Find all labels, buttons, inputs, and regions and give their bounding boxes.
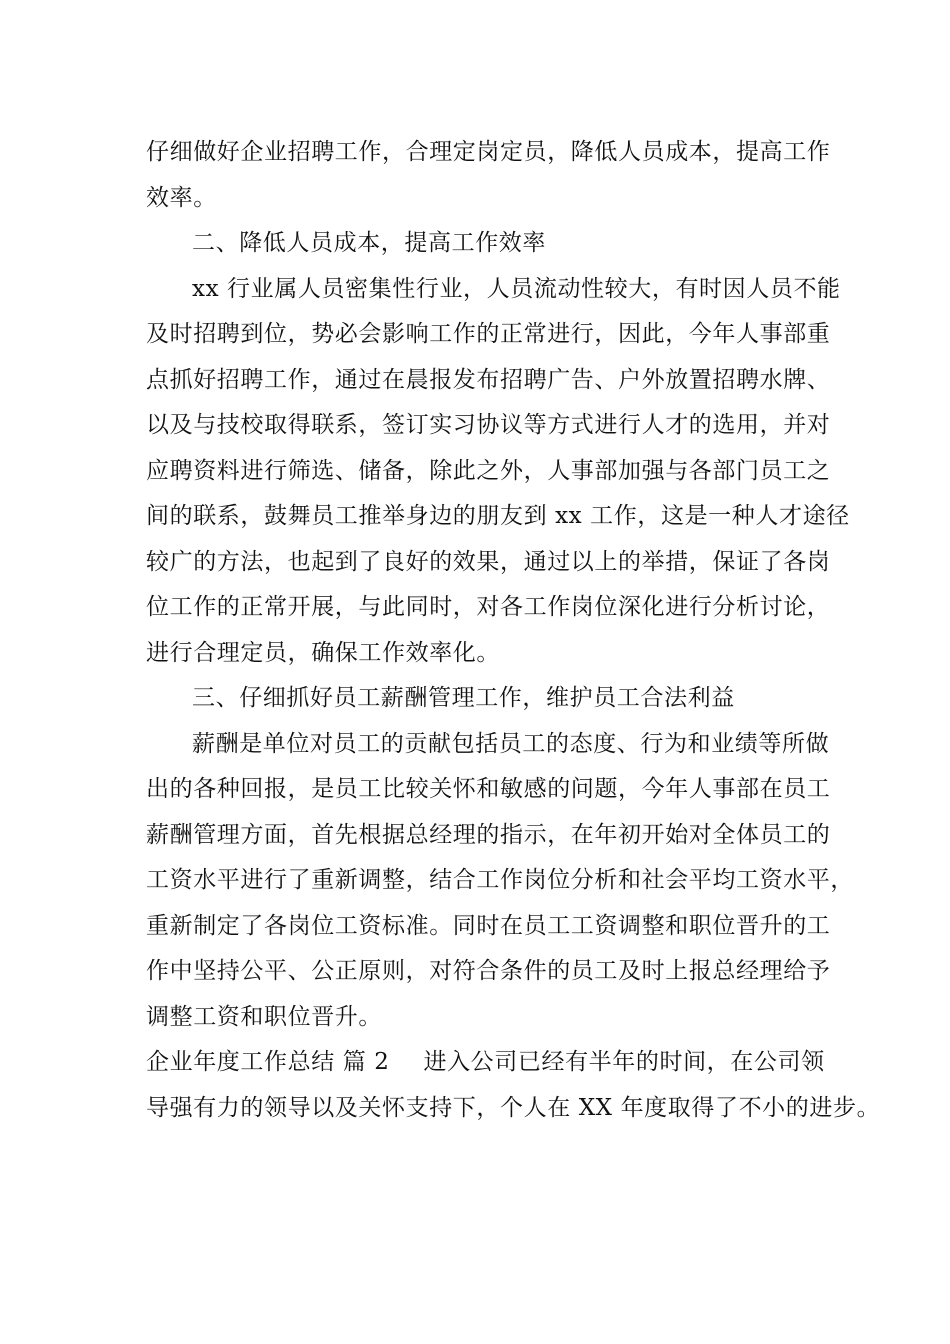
paragraph-line: 效率。 [146, 184, 217, 211]
section-heading: 二、降低人员成本，提高工作效率 [192, 230, 546, 256]
paragraph-line: 间的联系，鼓舞员工推举身边的朋友到 xx 工作，这是一种人才途径 [146, 503, 850, 529]
paragraph-line: 工资水平进行了重新调整，结合工作岗位分析和社会平均工资水平， [146, 867, 854, 893]
paragraph-line: 仔细做好企业招聘工作，合理定岗定员，降低人员成本，提高工作 [146, 139, 831, 165]
paragraph-line: 薪酬是单位对员工的贡献包括员工的态度、行为和业绩等所做 [192, 730, 830, 757]
paragraph-line: 导强有力的领导以及关怀支持下，个人在 XX 年度取得了不小的进步。 [146, 1094, 881, 1121]
paragraph-line: 薪酬管理方面，首先根据总经理的指示，在年初开始对全体员工的 [146, 821, 831, 848]
paragraph-line: 应聘资料进行筛选、储备，除此之外，人事部加强与各部门员工之 [146, 457, 831, 484]
paragraph-line: xx 行业属人员密集性行业，人员流动性较大，有时因人员不能 [192, 275, 841, 302]
paragraph-line: 点抓好招聘工作，通过在晨报发布招聘广告、户外放置招聘水牌、 [146, 366, 831, 393]
document-body [146, 130, 881, 1131]
paragraph-line: 进行合理定员，确保工作效率化。 [146, 639, 500, 666]
article-title-line [146, 1040, 826, 1086]
paragraph-line: 较广的方法，也起到了良好的效果，通过以上的举措，保证了各岗 [146, 548, 831, 575]
paragraph-line: 及时招聘到位，势必会影响工作的正常进行，因此，今年人事部重 [146, 321, 831, 347]
article-title: 企业年度工作总结 篇 2 [146, 1049, 390, 1075]
paragraph-line: 以及与技校取得联系，签订实习协议等方式进行人才的选用，并对 [146, 412, 831, 438]
paragraph-line: 重新制定了各岗位工资标准。同时在员工工资调整和职位晋升的工 [146, 912, 831, 939]
paragraph-line: 位工作的正常开展，与此同时，对各工作岗位深化进行分析讨论， [146, 594, 831, 620]
paragraph-line: 出的各种回报，是员工比较关怀和敏感的问题，今年人事部在员工 [146, 776, 831, 802]
paragraph-line: 调整工资和职位晋升。 [146, 1003, 382, 1030]
section-heading: 三、仔细抓好员工薪酬管理工作，维护员工合法利益 [192, 685, 735, 711]
paragraph-line-inline: 进入公司已经有半年的时间，在公司领 [423, 1049, 825, 1075]
paragraph-line: 作中坚持公平、公正原则，对符合条件的员工及时上报总经理给予 [146, 958, 831, 984]
